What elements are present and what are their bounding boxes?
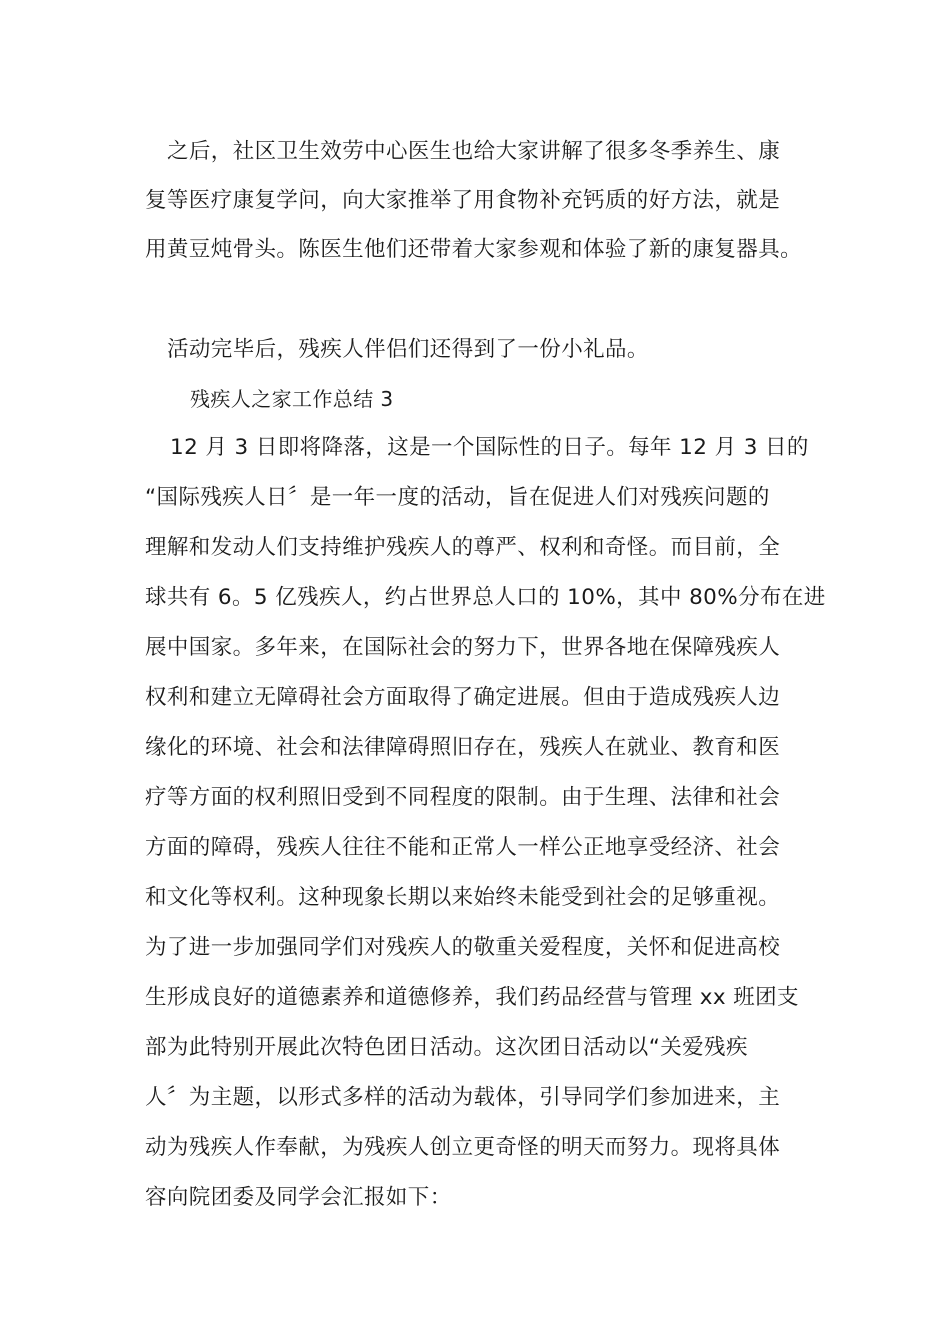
paragraph-1-line-3: 用黄豆炖骨头。陈医生他们还带着大家参观和体验了新的康复器具。 [145, 237, 803, 262]
paragraph-3-line-14: 人〞为主题，以形式多样的活动为载体，引导同学们参加进来，主 [145, 1085, 781, 1110]
paragraph-3-line-13: 部为此特别开展此次特色团日活动。这次团日活动以“关爱残疾 [145, 1035, 748, 1060]
paragraph-1-line-1: 之后，社区卫生效劳中心医生也给大家讲解了很多冬季养生、康 [167, 139, 781, 164]
paragraph-3-line-6: 权利和建立无障碍社会方面取得了确定进展。但由于造成残疾人边 [145, 685, 781, 710]
paragraph-3-line-4: 球共有 6。5 亿残疾人，约占世界总人口的 10%，其中 80%分布在进 [145, 585, 826, 610]
paragraph-3-line-3: 理解和发动人们支持维护残疾人的尊严、权利和奇怪。而目前，全 [145, 535, 781, 560]
paragraph-2-line-1: 活动完毕后，残疾人伴侣们还得到了一份小礼品。 [167, 337, 649, 362]
paragraph-3-line-8: 疗等方面的权利照旧受到不同程度的限制。由于生理、法律和社会 [145, 785, 781, 810]
paragraph-3-line-11: 为了进一步加强同学们对残疾人的敬重关爱程度，关怀和促进高校 [145, 935, 781, 960]
paragraph-3-line-12: 生形成良好的道德素养和道德修养，我们药品经营与管理 xx 班团支 [145, 985, 799, 1010]
section-heading: 残疾人之家工作总结 3 [190, 387, 394, 411]
paragraph-3-line-16: 容向院团委及同学会汇报如下： [145, 1185, 452, 1210]
paragraph-1-line-2: 复等医疗康复学问，向大家推举了用食物补充钙质的好方法，就是 [145, 188, 781, 213]
paragraph-3-line-9: 方面的障碍，残疾人往往不能和正常人一样公正地享受经济、社会 [145, 835, 781, 860]
paragraph-3-line-10: 和文化等权利。这种现象长期以来始终未能受到社会的足够重视。 [145, 885, 781, 910]
paragraph-3-line-7: 缘化的环境、社会和法律障碍照旧存在，残疾人在就业、教育和医 [145, 735, 781, 760]
paragraph-3-line-1: 12 月 3 日即将降落，这是一个国际性的日子。每年 12 月 3 日的 [170, 435, 809, 460]
paragraph-3-line-15: 动为残疾人作奉献，为残疾人创立更奇怪的明天而努力。现将具体 [145, 1135, 781, 1160]
paragraph-3-line-2: “国际残疾人日〞是一年一度的活动，旨在促进人们对残疾问题的 [145, 485, 770, 510]
paragraph-3-line-5: 展中国家。多年来，在国际社会的努力下，世界各地在保障残疾人 [145, 635, 781, 660]
